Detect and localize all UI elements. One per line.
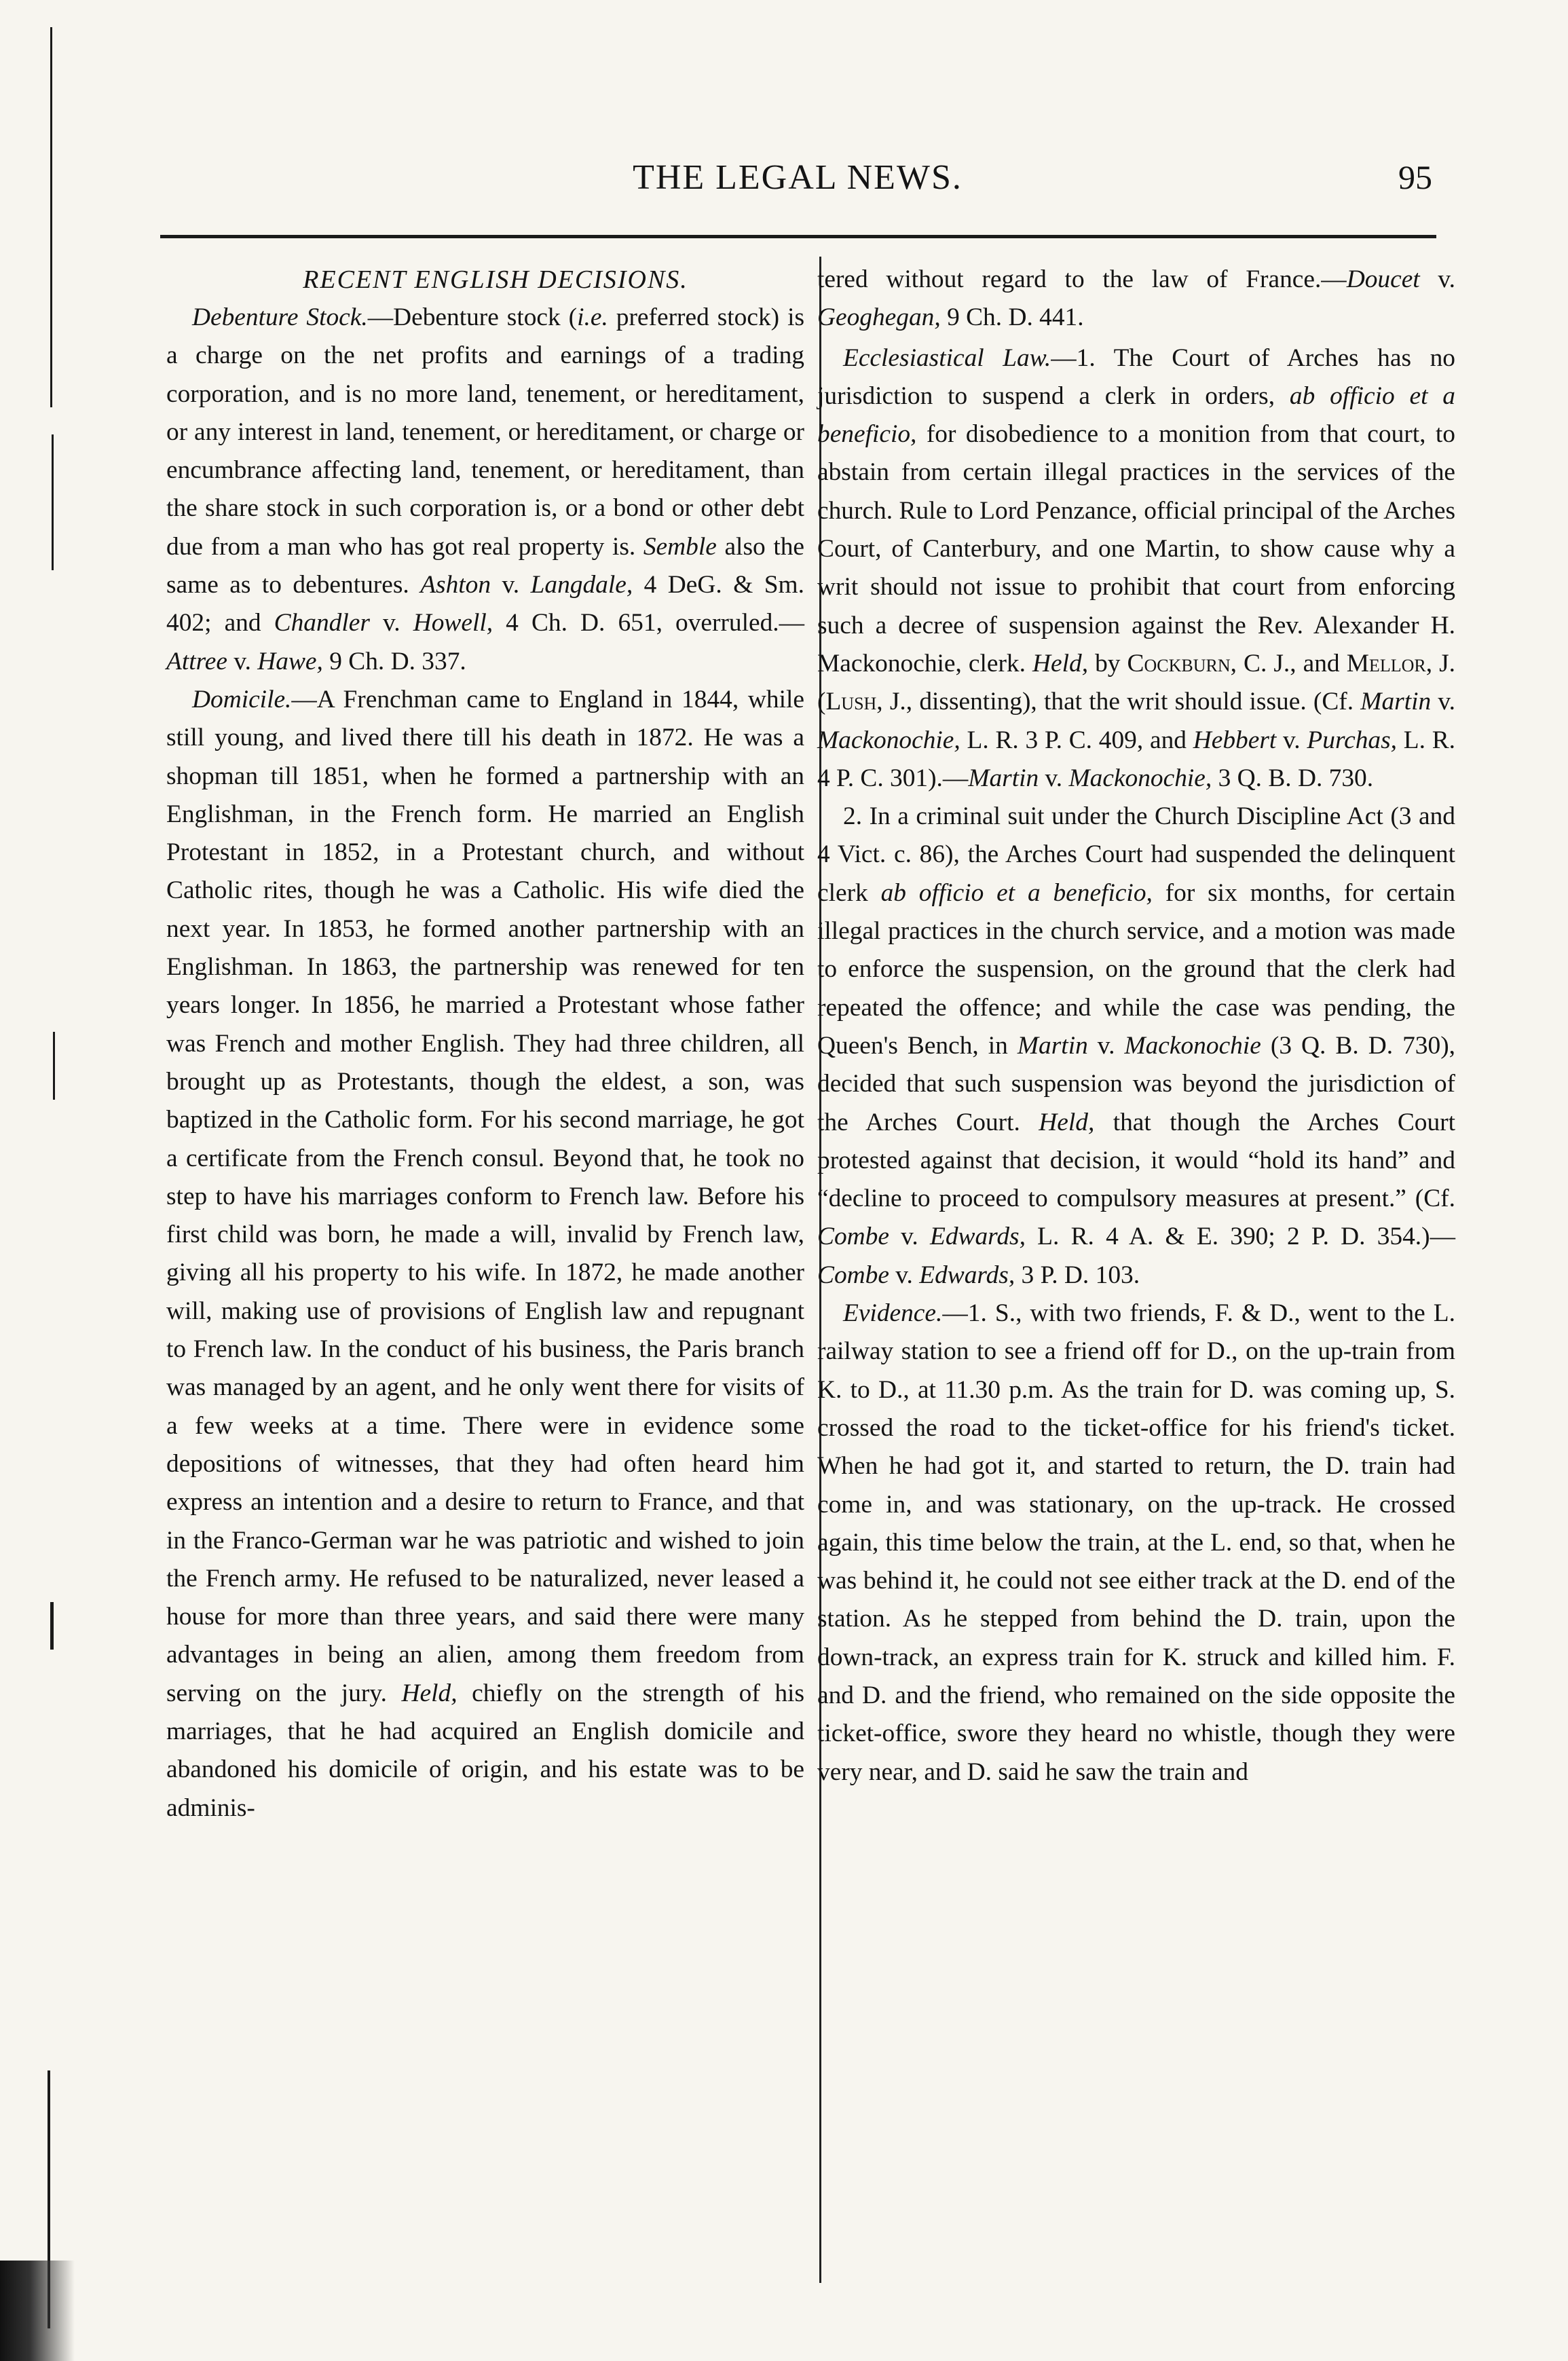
text: for disobedience to a monition from that court, to abstain from certain illegal practices in the services of the church. Rule to Lord Penzance, official principal of the Arches Court, of Canterbury, and one Martin, to show cause why a writ should not issue to prohibit that court from enforcing such a decree of suspension against the Rev. Alexander H. Mackonochie, clerk. [817, 420, 1455, 677]
text: v. [889, 1223, 931, 1251]
text: 2. In a criminal suit under the Church Discipline Act (3 and 4 Vict. c. 86), the Arches Court had suspended the delinquent clerk [817, 802, 1455, 907]
paragraph-domicile [166, 681, 804, 1827]
case-name: Martin [968, 764, 1039, 792]
text: v. [889, 1261, 920, 1289]
judge-name: Mellor, [1346, 649, 1433, 677]
text: v. [1431, 688, 1455, 716]
text: J., dissenting), that the writ should issue. (Cf. [882, 688, 1361, 716]
case-name: Edwards, [919, 1261, 1015, 1289]
paragraph-debenture-stock [166, 299, 804, 681]
text: chiefly on the strength of his marriages, that he had acquired an English domicile and abandoned his domicile of origin, and his estate was to be adminis- [166, 1679, 804, 1822]
header-rule [160, 235, 1436, 238]
case-name: Attree [166, 647, 227, 675]
case-name: Chandler [274, 609, 370, 637]
case-name: Geoghegan, [817, 303, 941, 332]
page-header [163, 157, 1432, 205]
case-name: Howell, [413, 609, 493, 637]
judge-name: Lush, [825, 688, 883, 716]
abbreviation: i.e. [577, 303, 608, 331]
citation: L. R. 4 A. & E. 390; 2 P. D. 354.)— [1025, 1223, 1456, 1251]
term: Semble [643, 532, 717, 561]
citation: 4 DeG. & Sm. 402; and [166, 571, 804, 637]
citation: 9 Ch. D. 441. [940, 303, 1084, 332]
case-name: Ashton [420, 571, 491, 599]
paragraph-ecclesiastical-law-2 [817, 798, 1455, 1295]
margin-line [52, 434, 54, 570]
citation: 3 Q. B. D. 730. [1212, 764, 1374, 792]
text: C. J., and [1236, 649, 1347, 677]
term: Held, [1032, 649, 1089, 677]
case-name: Mackonochie, [1068, 764, 1212, 792]
latin-phrase: ab officio et a beneficio, [817, 382, 1455, 449]
margin-line [50, 1602, 54, 1650]
citation: 3 P. D. 103. [1015, 1261, 1140, 1289]
text: tered without regard to the law of France.— [817, 265, 1347, 293]
text: J. ( [817, 649, 1455, 716]
text: that though the Arches Court protested against that decision, it would “hold its hand” and “decline to proceed to compulsory measures at present.” (Cf. [817, 1108, 1455, 1213]
case-name: Combe [817, 1261, 889, 1289]
case-name: Mackonochie [1124, 1031, 1261, 1060]
text: —Debenture stock ( [367, 303, 578, 331]
page-number: 95 [1398, 158, 1432, 196]
citation: L. R. 3 P. C. 409, and [960, 726, 1193, 754]
text: (3 Q. B. D. 730), decided that such suspension was beyond the jurisdiction of the Arches Court. [817, 1031, 1455, 1136]
text: —1. S., with two friends, F. & D., went to the L. railway station to see a friend off for D., on the up-train from K. to D., at 11.30 p.m. As the train for D. was coming up, S. crossed the road to the ticket-office for his friend's ticket. When he had got it, and started to return, the D. train had come in, and was stationary, on the up-track. He crossed again, this time below the train, at the L. end, so that, when he was behind it, he could not see either track at the D. end of the station. As he stepped from behind the D. train, upon the down-track, an express train for K. struck and killed him. F. and D. and the friend, who remained on the side opposite the ticket-office, swore they heard no whistle, though they were very near, and D. said he saw the train and [817, 1299, 1455, 1786]
text: also the same as to debentures. [166, 532, 804, 599]
case-name: Edwards, [930, 1223, 1026, 1251]
text: v. [1419, 265, 1455, 293]
case-name: Hawe, [257, 647, 323, 675]
margin-line [50, 27, 52, 407]
binding-shadow [0, 2261, 75, 2361]
text: for six months, for certain illegal practices in the church service, and a motion was made to enforce the suspension, on the ground that the clerk had repeated the offence; and while the case was pending, the Queen's Bench, in [817, 878, 1456, 1060]
case-name: Martin [1017, 1031, 1088, 1060]
paragraph-heading: Domicile. [192, 685, 292, 713]
text: preferred stock) is a charge on the net profits and earnings of a trading corporation, and is no more land, tenement, or hereditament, or any interest in land, tenement, or hereditament, or charge or encumbrance affecting land, tenement, or hereditament, than the share stock in such corporation is, or a bond or other debt due from a man who has got real property is. [166, 303, 805, 561]
margin-line [53, 1032, 55, 1100]
case-name: Hebbert [1193, 726, 1277, 754]
paragraph-evidence [817, 1295, 1455, 1791]
paragraph-heading: Ecclesiastical Law. [843, 343, 1051, 372]
case-name: Doucet [1346, 265, 1420, 293]
citation: 9 Ch. D. 337. [322, 647, 466, 675]
paragraph-continuation [817, 261, 1455, 337]
case-name: Martin [1360, 688, 1432, 716]
text: v. [1039, 764, 1069, 792]
paragraph-heading: Debenture Stock. [192, 303, 368, 331]
right-column [817, 261, 1455, 1791]
paragraph-heading: Evidence. [843, 1299, 943, 1328]
case-name: Mackonochie, [817, 726, 960, 754]
text: —A Frenchman came to England in 1844, while still young, and lived there till his death in 1872. He was a shopman till 1851, when he formed a partnership with an Englishman, in the French form. He married an English Protestant in 1852, in a Protestant church, and without Catholic rites, though he was a Catholic. His wife died the next year. In 1853, he formed another partnership with an Englishman. In 1863, the partnership was renewed for ten years longer. In 1856, he married a Protestant whose father was French and mother English. They had three children, all brought up as Protestants, though the eldest, a son, was baptized in the Catholic form. For his second marriage, he got a certificate from the French consul. Beyond that, he took no step to have his marriages conform to French law. Before his first child was born, he made a will, invalid by French law, giving all his property to his wife. In 1872, he made another will, making use of provisions of English law and repugnant to French law. In the conduct of his business, the Paris branch was managed by an agent, and he only went there for visits of a few weeks at a time. There were in evidence some depositions of witnesses, that they had often heard him express an intention and a desire to return to France, and that in the Franco-German war he was patriotic and wished to join the French army. He refused to be naturalized, never leased a house for more than three years, and said there were many advantages in being an alien, among them freedom from serving on the jury. [166, 685, 804, 1707]
running-title: THE LEGAL NEWS. [633, 158, 963, 197]
case-name: Purchas, [1307, 726, 1397, 754]
section-title: RECENT ENGLISH DECISIONS. [303, 265, 688, 294]
text: v. [1087, 1031, 1125, 1060]
case-name: Langdale, [530, 571, 633, 599]
judge-name: Cockburn, [1127, 649, 1237, 677]
text: v. [1276, 726, 1307, 754]
text: v. [227, 647, 258, 675]
left-column [166, 261, 804, 1827]
citation: L. R. 4 P. C. 301).— [817, 726, 1456, 792]
text: by [1088, 649, 1127, 677]
term: Held, [1039, 1108, 1095, 1136]
paragraph-ecclesiastical-law [817, 339, 1455, 798]
text: v. [369, 609, 413, 637]
term: Held, [401, 1679, 458, 1707]
text: —1. The Court of Arches has no jurisdiction to suspend a clerk in orders, [817, 343, 1455, 410]
text: v. [491, 571, 531, 599]
case-name: Combe [817, 1223, 889, 1251]
citation: 4 Ch. D. 651, overruled.— [493, 609, 805, 637]
latin-phrase: ab officio et a beneficio, [880, 878, 1153, 907]
